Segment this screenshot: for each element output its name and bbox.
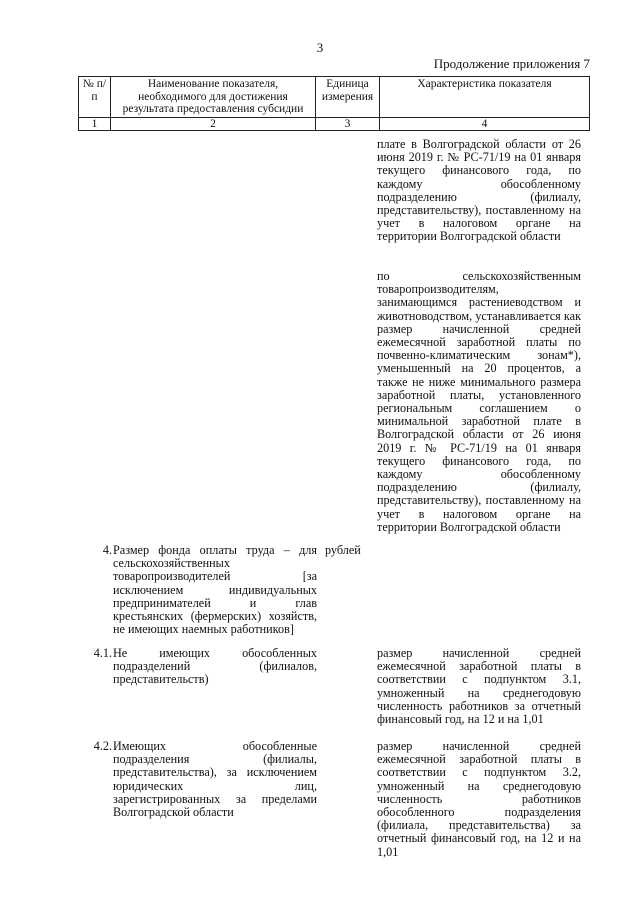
row-4-2-characteristic: размер начисленной средней ежемесячной заработной платы в соответствии с подпунктом 3.2, умноженный на среднегодовую численность работников обособленного подразделения (филиала, представительства) за отчетный финансовый год, на 12 и на 1,01 [377, 739, 581, 859]
row-4-1-number: 4.1. [93, 646, 112, 660]
table-header [78, 76, 590, 131]
page-number: 3 [316, 40, 324, 55]
header-num-3: 3 [316, 117, 380, 130]
header-col-characteristic: Характеристика показателя [380, 77, 590, 118]
row-4-2-number: 4.2. [93, 739, 112, 753]
header-num-1: 1 [79, 117, 111, 130]
header-num-2: 2 [111, 117, 316, 130]
header-col-number: № п/п [79, 77, 111, 118]
header-num-4: 4 [380, 117, 590, 130]
appendix-continuation: Продолжение приложения 7 [433, 56, 590, 71]
header-col-unit: Единица измерения [316, 77, 380, 118]
row-4-number: 4. [102, 543, 112, 557]
header-col-name: Наименование показателя, необходимого для достижения результата предоставления субсидии [111, 77, 316, 118]
characteristic-continued: плате в Волгоградской области от 26 июня 2019 г. № РС-71/19 на 01 января текущего финансового года, по каждому обособленному подразделению (филиалу, представительству), поставленному на учет в налоговом органе на территории Волгоградской области [377, 137, 581, 244]
row-4-name: Размер фонда оплаты труда – для сельскохозяйственных товаропроизводителей [за исключением индивидуальных предпринимателей и глав крестьянских (фермерских) хозяйств, не имеющих наемных работников] [113, 543, 317, 637]
row-4-1-name: Не имеющих обособленных подразделений (филиалов, представительств) [113, 646, 317, 687]
row-4-1-characteristic: размер начисленной средней ежемесячной заработной платы в соответствии с подпунктом 3.1, умноженный на среднегодовую численность работников за отчетный финансовый год, на 12 и на 1,01 [377, 646, 581, 727]
characteristic-crop-livestock: по сельскохозяйственным товаропроизводителям, занимающимся растениеводством и животноводством, устанавливается как размер начисленной средней ежемесячной заработной платы по почвенно-климатическим зонам*), уменьшенный на 20 процентов, а также не ниже минимального размера заработной платы, установленного региональным соглашением о минимальной заработной плате в Волгоградской области от 26 июня 2019 г. № РС-71/19 на 01 января текущего финансового года, по каждому обособленному подразделению (филиалу, представительству), поставленному на учет в налоговом органе на территории Волгоградской области [377, 269, 581, 534]
row-4-2-name: Имеющих обособленные подразделения (филиалы, представительства), за исключением юридических лиц, зарегистрированных за пределами Волгоградской области [113, 739, 317, 820]
row-4-unit: рублей [325, 543, 361, 557]
